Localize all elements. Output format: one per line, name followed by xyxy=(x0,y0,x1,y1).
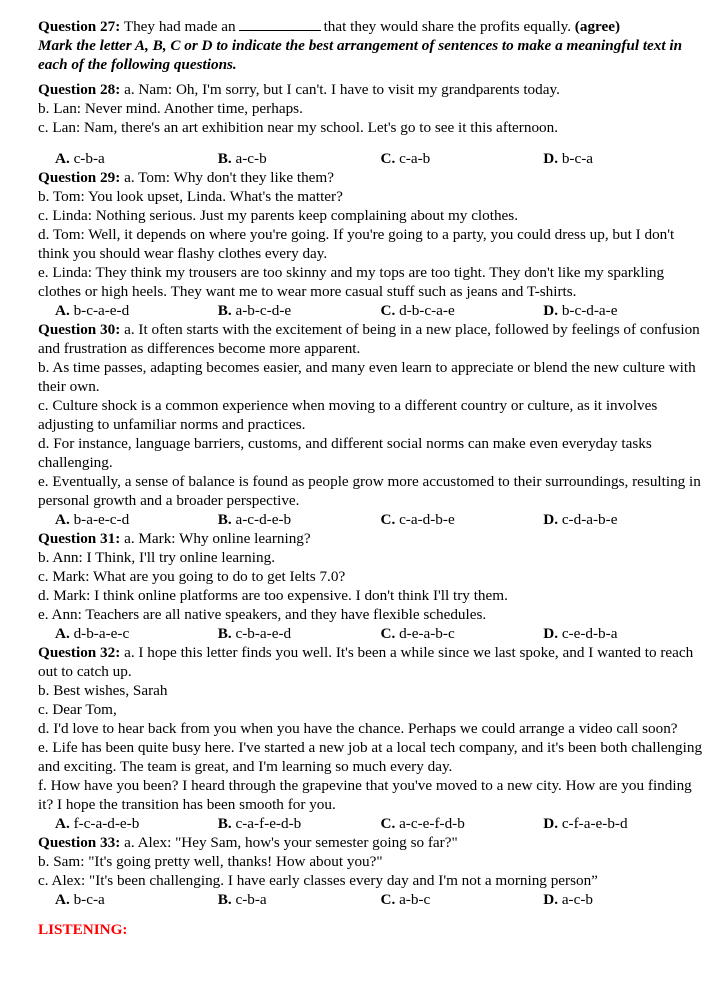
option-d xyxy=(543,301,706,320)
option-letter: B. xyxy=(217,815,232,832)
question-line xyxy=(38,320,706,358)
option-d xyxy=(543,510,706,529)
option-letter: C. xyxy=(380,891,396,908)
option-letter: A. xyxy=(55,302,70,319)
sentence: b. Ann: I Think, I'll try online learning. xyxy=(38,549,275,566)
question-label: Question 33: xyxy=(38,834,121,851)
option-letter: B. xyxy=(217,150,232,167)
sentence: c. Alex: "It's been challenging. I have early classes every day and I'm not a morning person” xyxy=(38,872,598,889)
option-text: f-c-a-d-e-b xyxy=(73,815,140,832)
question-33 xyxy=(38,833,706,909)
question-label: Question 32: xyxy=(38,644,121,661)
option-d xyxy=(543,149,706,168)
sentence: a. I hope this letter finds you well. It's been a while since we last spoke, and I wanted to reach out to catch up. xyxy=(38,644,694,680)
instruction: Mark the letter A, B, C or D to indicate the best arrangement of sentences to make a meaningful text in each of the following questions. xyxy=(38,37,683,73)
question-27 xyxy=(38,17,706,36)
option-b xyxy=(218,890,381,909)
sentence: a. Tom: Why don't they like them? xyxy=(124,169,334,186)
option-a xyxy=(55,510,218,529)
option-a xyxy=(55,890,218,909)
option-text: b-c-a xyxy=(73,891,105,908)
option-letter: D. xyxy=(543,891,559,908)
sentence: b. As time passes, adapting becomes easier, and many even learn to appreciate or blend the new culture with their own. xyxy=(38,359,696,395)
spacer xyxy=(38,137,706,149)
option-letter: A. xyxy=(55,511,70,528)
option-text: a-c-e-f-d-b xyxy=(399,815,465,832)
sentence: d. I'd love to hear back from you when you have the chance. Perhaps we could arrange a video call soon? xyxy=(38,720,678,737)
option-text: c-b-a xyxy=(235,891,267,908)
option-letter: D. xyxy=(543,625,559,642)
option-c xyxy=(381,890,544,909)
answer-options xyxy=(38,624,706,643)
option-text: c-a-f-e-d-b xyxy=(235,815,302,832)
option-letter: B. xyxy=(217,511,232,528)
option-text: a-b-c-d-e xyxy=(235,302,292,319)
option-d xyxy=(543,814,706,833)
option-letter: D. xyxy=(543,150,559,167)
option-letter: A. xyxy=(55,150,70,167)
sentence: d. Mark: I think online platforms are too expensive. I don't think I'll try them. xyxy=(38,587,508,604)
option-letter: A. xyxy=(55,625,70,642)
option-c xyxy=(381,149,544,168)
option-letter: C. xyxy=(380,150,396,167)
option-text: b-c-a xyxy=(561,150,594,167)
sentence: e. Linda: They think my trousers are too skinny and my tops are too tight. They don't like my sparkling clothes or high heels. They want me to wear more casual stuff such as jeans and T-shirts. xyxy=(38,264,665,300)
question-label: Question 31: xyxy=(38,530,121,547)
option-letter: A. xyxy=(55,891,70,908)
option-c xyxy=(381,624,544,643)
option-text: d-b-c-a-e xyxy=(399,302,455,319)
sentence: d. Tom: Well, it depends on where you're going. If you're going to a party, you could dress up, but I don't think you should wear flashy clothes every day. xyxy=(38,226,675,262)
option-b xyxy=(218,510,381,529)
option-letter: B. xyxy=(217,625,232,642)
question-line xyxy=(38,833,706,852)
option-text: c-b-a xyxy=(73,150,105,167)
question-line xyxy=(38,643,706,681)
sentence: f. How have you been? I heard through the grapevine that you've moved to a new city. How are you finding it? I hope the transition has been smooth for you. xyxy=(38,777,692,813)
option-letter: D. xyxy=(543,302,559,319)
option-a xyxy=(55,814,218,833)
word-hint: (agree) xyxy=(574,18,621,35)
option-b xyxy=(218,814,381,833)
answer-options xyxy=(38,149,706,168)
option-text: b-a-e-c-d xyxy=(73,511,130,528)
answer-options xyxy=(38,510,706,529)
answer-options xyxy=(38,301,706,320)
option-a xyxy=(55,624,218,643)
sentence: c. Culture shock is a common experience when moving to a different country or culture, as it involves adjusting to unfamiliar norms and practices. xyxy=(38,397,658,433)
sentence: b. Tom: You look upset, Linda. What's the matter? xyxy=(38,188,343,205)
option-text: c-a-d-b-e xyxy=(399,511,455,528)
question-label: Question 30: xyxy=(38,321,121,338)
question-label: Question 27: xyxy=(38,18,121,35)
option-text: a-c-d-e-b xyxy=(235,511,292,528)
sentence: e. Ann: Teachers are all native speakers, and they have flexible schedules. xyxy=(38,606,487,623)
option-letter: C. xyxy=(380,511,396,528)
sentence: c. Dear Tom, xyxy=(38,701,117,718)
answer-options xyxy=(38,890,706,909)
question-label: Question 28: xyxy=(38,81,121,98)
question-text-before: They had made an xyxy=(123,18,236,35)
option-d xyxy=(543,890,706,909)
question-31 xyxy=(38,529,706,643)
sentence: a. Nam: Oh, I'm sorry, but I can't. I have to visit my grandparents today. xyxy=(124,81,560,98)
option-letter: C. xyxy=(380,815,396,832)
question-28 xyxy=(38,80,706,168)
option-c xyxy=(381,814,544,833)
question-label: Question 29: xyxy=(38,169,121,186)
option-text: c-a-b xyxy=(399,150,431,167)
question-30 xyxy=(38,320,706,529)
option-text: c-d-a-b-e xyxy=(561,511,618,528)
option-text: a-b-c xyxy=(399,891,431,908)
option-text: d-b-a-e-c xyxy=(73,625,130,642)
answer-blank xyxy=(239,17,321,31)
option-b xyxy=(218,149,381,168)
option-text: a-c-b xyxy=(235,150,267,167)
question-29 xyxy=(38,168,706,320)
option-letter: C. xyxy=(380,625,396,642)
option-text: c-b-a-e-d xyxy=(235,625,292,642)
sentence: c. Lan: Nam, there's an art exhibition near my school. Let's go to see it this afternoon. xyxy=(38,119,559,136)
option-letter: B. xyxy=(217,891,232,908)
option-text: b-c-a-e-d xyxy=(73,302,130,319)
sentence: e. Life has been quite busy here. I've started a new job at a local tech company, and it's been both challenging and exciting. The team is great, and I'm learning so much every day. xyxy=(38,739,703,775)
sentence: b. Best wishes, Sarah xyxy=(38,682,168,699)
option-text: b-c-d-a-e xyxy=(561,302,618,319)
sentence: a. Mark: Why online learning? xyxy=(124,530,311,547)
sentence: c. Linda: Nothing serious. Just my parents keep complaining about my clothes. xyxy=(38,207,519,224)
sentence: a. It often starts with the excitement of being in a new place, followed by feelings of confusion and frustration as differences become more apparent. xyxy=(38,321,700,357)
section-heading-listening: LISTENING: xyxy=(38,921,128,938)
option-letter: D. xyxy=(543,511,559,528)
sentence: e. Eventually, a sense of balance is found as people grow more accustomed to their surroundings, resulting in personal growth and a broader perspective. xyxy=(38,473,701,509)
option-letter: A. xyxy=(55,815,70,832)
option-letter: B. xyxy=(217,302,232,319)
question-line xyxy=(38,80,706,99)
option-text: c-e-d-b-a xyxy=(561,625,618,642)
sentence: c. Mark: What are you going to do to get Ielts 7.0? xyxy=(38,568,346,585)
sentence: a. Alex: "Hey Sam, how's your semester going so far?" xyxy=(124,834,458,851)
sentence: b. Sam: "It's going pretty well, thanks! How about you?" xyxy=(38,853,383,870)
option-text: c-f-a-e-b-d xyxy=(561,815,628,832)
answer-options xyxy=(38,814,706,833)
option-b xyxy=(218,624,381,643)
option-text: a-c-b xyxy=(561,891,594,908)
option-d xyxy=(543,624,706,643)
question-line xyxy=(38,529,706,548)
option-letter: D. xyxy=(543,815,559,832)
option-a xyxy=(55,301,218,320)
option-text: d-e-a-b-c xyxy=(399,625,455,642)
sentence: d. For instance, language barriers, customs, and different social norms can make even everyday tasks challenging. xyxy=(38,435,652,471)
sentence: b. Lan: Never mind. Another time, perhaps. xyxy=(38,100,303,117)
option-b xyxy=(218,301,381,320)
question-32 xyxy=(38,643,706,833)
option-c xyxy=(381,510,544,529)
option-c xyxy=(381,301,544,320)
question-line xyxy=(38,168,706,187)
option-a xyxy=(55,149,218,168)
question-text-after: that they would share the profits equally. xyxy=(323,18,571,35)
option-letter: C. xyxy=(380,302,396,319)
